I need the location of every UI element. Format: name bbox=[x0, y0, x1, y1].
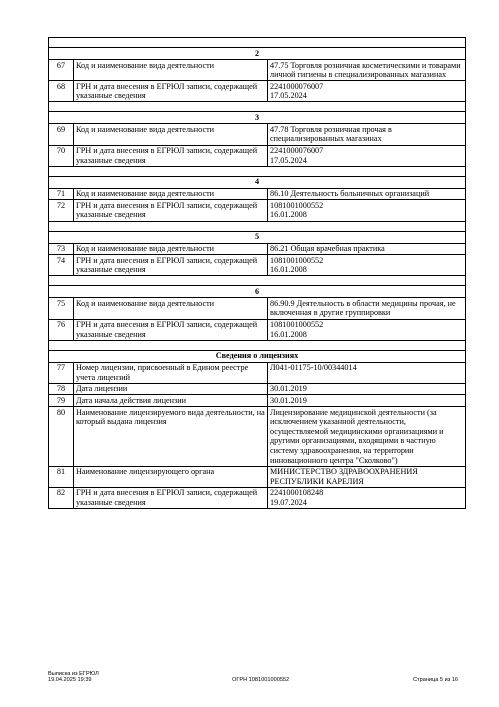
row-number: 74 bbox=[49, 255, 74, 276]
row-number: 72 bbox=[49, 200, 74, 221]
row-label: ГРН и дата внесения в ЕГРЮЛ записи, содержащей указанные сведения bbox=[74, 145, 268, 166]
row-number: 81 bbox=[49, 466, 74, 487]
table-row bbox=[49, 81, 466, 102]
table-row bbox=[49, 145, 466, 166]
table-row bbox=[49, 466, 466, 487]
row-value: 30.01.2019 bbox=[268, 383, 466, 395]
row-value: 1081001000552 16.01.2008 bbox=[268, 319, 466, 340]
table-row bbox=[49, 395, 466, 407]
section-header: 2 bbox=[49, 48, 466, 60]
row-value: 86.10 Деятельность больничных организаций bbox=[268, 188, 466, 200]
row-value: 30.01.2019 bbox=[268, 395, 466, 407]
section-header-row bbox=[49, 231, 466, 243]
row-value: 2241000076007 17.05.2024 bbox=[268, 81, 466, 102]
footer-doc-title: Выписка из ЕГРЮЛ bbox=[48, 671, 99, 677]
table-row bbox=[49, 298, 466, 319]
row-label: Дата лицензии bbox=[74, 383, 268, 395]
spacer-row bbox=[49, 38, 466, 48]
spacer-cell bbox=[49, 340, 466, 350]
row-value: 47.75 Торговля розничная косметическими и товарами личной гигиены в специализированных магазинах bbox=[268, 60, 466, 81]
section-header: 5 bbox=[49, 231, 466, 243]
row-label: ГРН и дата внесения в ЕГРЮЛ записи, содержащей указанные сведения bbox=[74, 81, 268, 102]
egrul-table-body bbox=[49, 38, 466, 509]
spacer-row bbox=[49, 221, 466, 231]
row-label: Код и наименование вида деятельности bbox=[74, 243, 268, 255]
row-label: Дата начала действия лицензии bbox=[74, 395, 268, 407]
row-number: 78 bbox=[49, 383, 74, 395]
row-number: 82 bbox=[49, 487, 74, 508]
section-header: Сведения о лицензиях bbox=[49, 350, 466, 362]
table-row bbox=[49, 487, 466, 508]
table-row bbox=[49, 243, 466, 255]
row-value: 1081001000552 16.01.2008 bbox=[268, 255, 466, 276]
section-header-row bbox=[49, 48, 466, 60]
table-row bbox=[49, 362, 466, 383]
row-value: Лицензирование медицинской деятельности (за исключением указанной деятельности, осуществляемой медицинскими организациями и другими организациями, входящими в частную систему здравоохранения, на территории инновационного центра "Сколково") bbox=[268, 407, 466, 467]
spacer-row bbox=[49, 340, 466, 350]
row-label: Код и наименование вида деятельности bbox=[74, 188, 268, 200]
spacer-cell bbox=[49, 166, 466, 176]
row-label: Код и наименование вида деятельности bbox=[74, 298, 268, 319]
row-value: 47.78 Торговля розничная прочая в специализированных магазинах bbox=[268, 124, 466, 145]
row-number: 75 bbox=[49, 298, 74, 319]
spacer-row bbox=[49, 166, 466, 176]
row-label: Код и наименование вида деятельности bbox=[74, 60, 268, 81]
table-row bbox=[49, 200, 466, 221]
spacer-cell bbox=[49, 102, 466, 112]
row-number: 76 bbox=[49, 319, 74, 340]
row-label: Код и наименование вида деятельности bbox=[74, 124, 268, 145]
row-number: 73 bbox=[49, 243, 74, 255]
footer-extract-info bbox=[48, 671, 99, 684]
row-value: Л041-01175-10/00344014 bbox=[268, 362, 466, 383]
row-label: Наименование лицензирующего органа bbox=[74, 466, 268, 487]
spacer-row bbox=[49, 276, 466, 286]
row-value: 86.90.9 Деятельность в области медицины прочая, не включенная в другие группировки bbox=[268, 298, 466, 319]
row-value: 1081001000552 16.01.2008 bbox=[268, 200, 466, 221]
row-number: 77 bbox=[49, 362, 74, 383]
egrul-table bbox=[48, 37, 466, 509]
row-number: 68 bbox=[49, 81, 74, 102]
footer-ogrn: ОГРН 1081001000552 bbox=[232, 677, 290, 683]
row-number: 71 bbox=[49, 188, 74, 200]
row-value: 2241000076007 17.05.2024 bbox=[268, 145, 466, 166]
row-label: Номер лицензии, присвоенный в Едином реестре учета лицензий bbox=[74, 362, 268, 383]
spacer-cell bbox=[49, 221, 466, 231]
row-label: Наименование лицензируемого вида деятельности, на который выдана лицензия bbox=[74, 407, 268, 467]
row-number: 79 bbox=[49, 395, 74, 407]
row-label: ГРН и дата внесения в ЕГРЮЛ записи, содержащей указанные сведения bbox=[74, 255, 268, 276]
section-header-row bbox=[49, 286, 466, 298]
row-number: 70 bbox=[49, 145, 74, 166]
section-header: 3 bbox=[49, 112, 466, 124]
spacer-cell bbox=[49, 276, 466, 286]
row-number: 69 bbox=[49, 124, 74, 145]
row-number: 80 bbox=[49, 407, 74, 467]
row-label: ГРН и дата внесения в ЕГРЮЛ записи, содержащей указанные сведения bbox=[74, 200, 268, 221]
table-row bbox=[49, 319, 466, 340]
table-row bbox=[49, 383, 466, 395]
section-header: 6 bbox=[49, 286, 466, 298]
table-row bbox=[49, 407, 466, 467]
section-header: 4 bbox=[49, 176, 466, 188]
section-header-row bbox=[49, 176, 466, 188]
row-value: 2241000108248 19.07.2024 bbox=[268, 487, 466, 508]
table-row bbox=[49, 188, 466, 200]
row-label: ГРН и дата внесения в ЕГРЮЛ записи, содержащей указанные сведения bbox=[74, 487, 268, 508]
table-row bbox=[49, 60, 466, 81]
section-header-row bbox=[49, 350, 466, 362]
spacer-cell bbox=[49, 38, 466, 48]
row-number: 67 bbox=[49, 60, 74, 81]
row-label: ГРН и дата внесения в ЕГРЮЛ записи, содержащей указанные сведения bbox=[74, 319, 268, 340]
footer-doc-date: 19.04.2025 19:39 bbox=[48, 677, 92, 684]
section-header-row bbox=[49, 112, 466, 124]
spacer-row bbox=[49, 102, 466, 112]
table-row bbox=[49, 124, 466, 145]
footer-page-number: Страница 5 из 16 bbox=[413, 677, 459, 683]
row-value: 86.21 Общая врачебная практика bbox=[268, 243, 466, 255]
table-row bbox=[49, 255, 466, 276]
row-value: МИНИСТЕРСТВО ЗДРАВООХРАНЕНИЯ РЕСПУБЛИКИ КАРЕЛИЯ bbox=[268, 466, 466, 487]
